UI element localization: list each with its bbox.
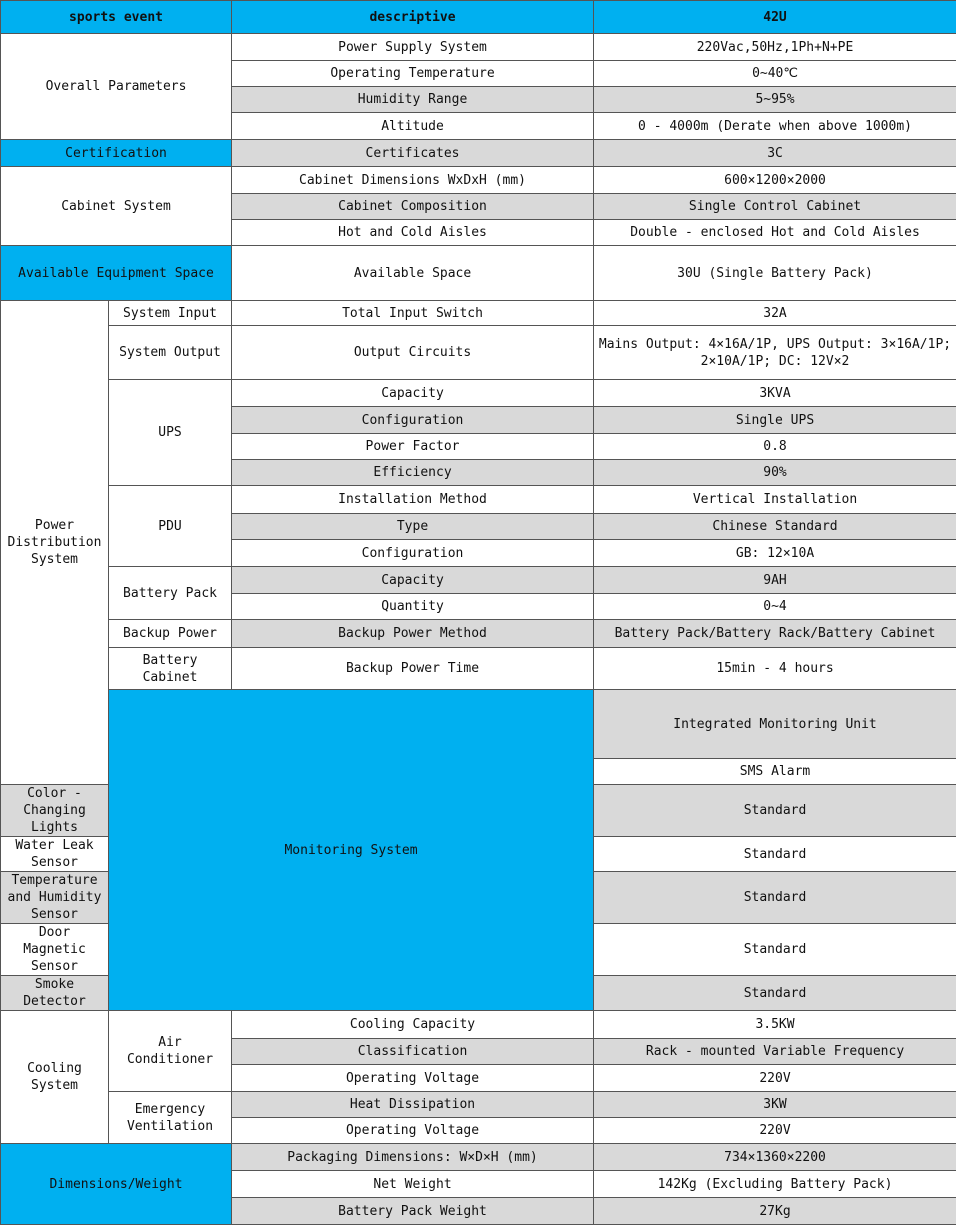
item-cell: Power Supply System: [232, 34, 594, 61]
value-cell: Battery Pack/Battery Rack/Battery Cabinet: [594, 620, 956, 648]
item-cell: Total Input Switch: [232, 301, 594, 326]
value-cell: 220V: [594, 1065, 956, 1092]
item-cell: Operating Voltage: [232, 1118, 594, 1144]
item-cell: Type: [232, 514, 594, 540]
item-cell: Cabinet Composition: [232, 194, 594, 220]
subcategory-pdu: PDU: [109, 486, 232, 567]
value-cell: 0.8: [594, 434, 956, 460]
item-cell: Cooling Capacity: [232, 1011, 594, 1039]
item-cell: SMS Alarm: [594, 759, 956, 785]
item-cell: Output Circuits: [232, 326, 594, 380]
table-row: [1, 246, 956, 301]
header-row: [1, 1, 956, 34]
item-cell: Capacity: [232, 380, 594, 407]
item-cell: Capacity: [232, 567, 594, 594]
value-cell: 0~4: [594, 594, 956, 620]
value-cell: Chinese Standard: [594, 514, 956, 540]
value-cell: 15min - 4 hours: [594, 648, 956, 690]
value-cell: Mains Output: 4×16A/1P, UPS Output: 3×16A/1P; 2×10A/1P; DC: 12V×2: [594, 326, 956, 380]
value-cell: 9AH: [594, 567, 956, 594]
table-row: [1, 167, 956, 194]
value-cell: 220V: [594, 1118, 956, 1144]
item-cell: Operating Voltage: [232, 1065, 594, 1092]
item-cell: Quantity: [232, 594, 594, 620]
item-cell: Door Magnetic Sensor: [1, 924, 109, 976]
table-row: [1, 648, 956, 690]
item-cell: Backup Power Method: [232, 620, 594, 648]
subcategory-air-conditioner: Air Conditioner: [109, 1011, 232, 1092]
item-cell: Packaging Dimensions: W×D×H (mm): [232, 1144, 594, 1171]
value-cell: 27Kg: [594, 1198, 956, 1225]
value-cell: Single UPS: [594, 407, 956, 434]
table-row: [1, 486, 956, 514]
item-cell: Net Weight: [232, 1171, 594, 1198]
table-row: [1, 34, 956, 61]
table-row: [1, 1092, 956, 1118]
item-cell: Power Factor: [232, 434, 594, 460]
category-cooling-system: Cooling System: [1, 1011, 109, 1144]
value-cell: 0~40℃: [594, 61, 956, 87]
item-cell: Water Leak Sensor: [1, 837, 109, 872]
value-cell: 600×1200×2000: [594, 167, 956, 194]
item-cell: Configuration: [232, 407, 594, 434]
category-monitoring-system: Monitoring System: [109, 690, 594, 1011]
item-cell: Cabinet Dimensions WxDxH (mm): [232, 167, 594, 194]
category-available-equipment-space: Available Equipment Space: [1, 246, 232, 301]
header-sports-event: sports event: [1, 1, 232, 34]
item-cell: Integrated Monitoring Unit: [594, 690, 956, 759]
value-cell: Standard: [594, 785, 956, 837]
item-cell: Heat Dissipation: [232, 1092, 594, 1118]
category-power-distribution-system: Power Distribution System: [1, 301, 109, 785]
table-row: [1, 326, 956, 380]
value-cell: 0 - 4000m (Derate when above 1000m): [594, 113, 956, 140]
item-cell: Available Space: [232, 246, 594, 301]
item-cell: Humidity Range: [232, 87, 594, 113]
value-cell: 30U (Single Battery Pack): [594, 246, 956, 301]
header-descriptive: descriptive: [232, 1, 594, 34]
value-cell: Standard: [594, 837, 956, 872]
subcategory-system-output: System Output: [109, 326, 232, 380]
value-cell: 220Vac,50Hz,1Ph+N+PE: [594, 34, 956, 61]
value-cell: 3KVA: [594, 380, 956, 407]
subcategory-battery-cabinet: Battery Cabinet: [109, 648, 232, 690]
value-cell: 3KW: [594, 1092, 956, 1118]
value-cell: 734×1360×2200: [594, 1144, 956, 1171]
category-certification: Certification: [1, 140, 232, 167]
value-cell: Rack - mounted Variable Frequency: [594, 1039, 956, 1065]
table-row: [1, 690, 956, 759]
item-cell: Configuration: [232, 540, 594, 567]
subcategory-emergency-ventilation: Emergency Ventilation: [109, 1092, 232, 1144]
header-42u: 42U: [594, 1, 956, 34]
value-cell: Standard: [594, 872, 956, 924]
value-cell: 32A: [594, 301, 956, 326]
item-cell: Operating Temperature: [232, 61, 594, 87]
table-row: [1, 620, 956, 648]
subcategory-battery-pack: Battery Pack: [109, 567, 232, 620]
item-cell: Installation Method: [232, 486, 594, 514]
item-cell: Hot and Cold Aisles: [232, 220, 594, 246]
value-cell: 5~95%: [594, 87, 956, 113]
value-cell: 142Kg (Excluding Battery Pack): [594, 1171, 956, 1198]
item-cell: Altitude: [232, 113, 594, 140]
value-cell: Single Control Cabinet: [594, 194, 956, 220]
table-row: [1, 1011, 956, 1039]
value-cell: Vertical Installation: [594, 486, 956, 514]
value-cell: Standard: [594, 976, 956, 1011]
value-cell: 3C: [594, 140, 956, 167]
item-cell: Backup Power Time: [232, 648, 594, 690]
item-cell: Smoke Detector: [1, 976, 109, 1011]
item-cell: Battery Pack Weight: [232, 1198, 594, 1225]
table-row: [1, 380, 956, 407]
subcategory-system-input: System Input: [109, 301, 232, 326]
category-overall-parameters: Overall Parameters: [1, 34, 232, 140]
value-cell: 90%: [594, 460, 956, 486]
item-cell: Efficiency: [232, 460, 594, 486]
value-cell: 3.5KW: [594, 1011, 956, 1039]
item-cell: Certificates: [232, 140, 594, 167]
value-cell: GB: 12×10A: [594, 540, 956, 567]
subcategory-backup-power: Backup Power: [109, 620, 232, 648]
table-row: [1, 567, 956, 594]
table-row: [1, 140, 956, 167]
item-cell: Temperature and Humidity Sensor: [1, 872, 109, 924]
value-cell: Standard: [594, 924, 956, 976]
item-cell: Color - Changing Lights: [1, 785, 109, 837]
table-row: [1, 301, 956, 326]
value-cell: Double - enclosed Hot and Cold Aisles: [594, 220, 956, 246]
item-cell: Classification: [232, 1039, 594, 1065]
category-cabinet-system: Cabinet System: [1, 167, 232, 246]
subcategory-ups: UPS: [109, 380, 232, 486]
category-dimensions-weight: Dimensions/Weight: [1, 1144, 232, 1225]
table-row: [1, 1144, 956, 1171]
